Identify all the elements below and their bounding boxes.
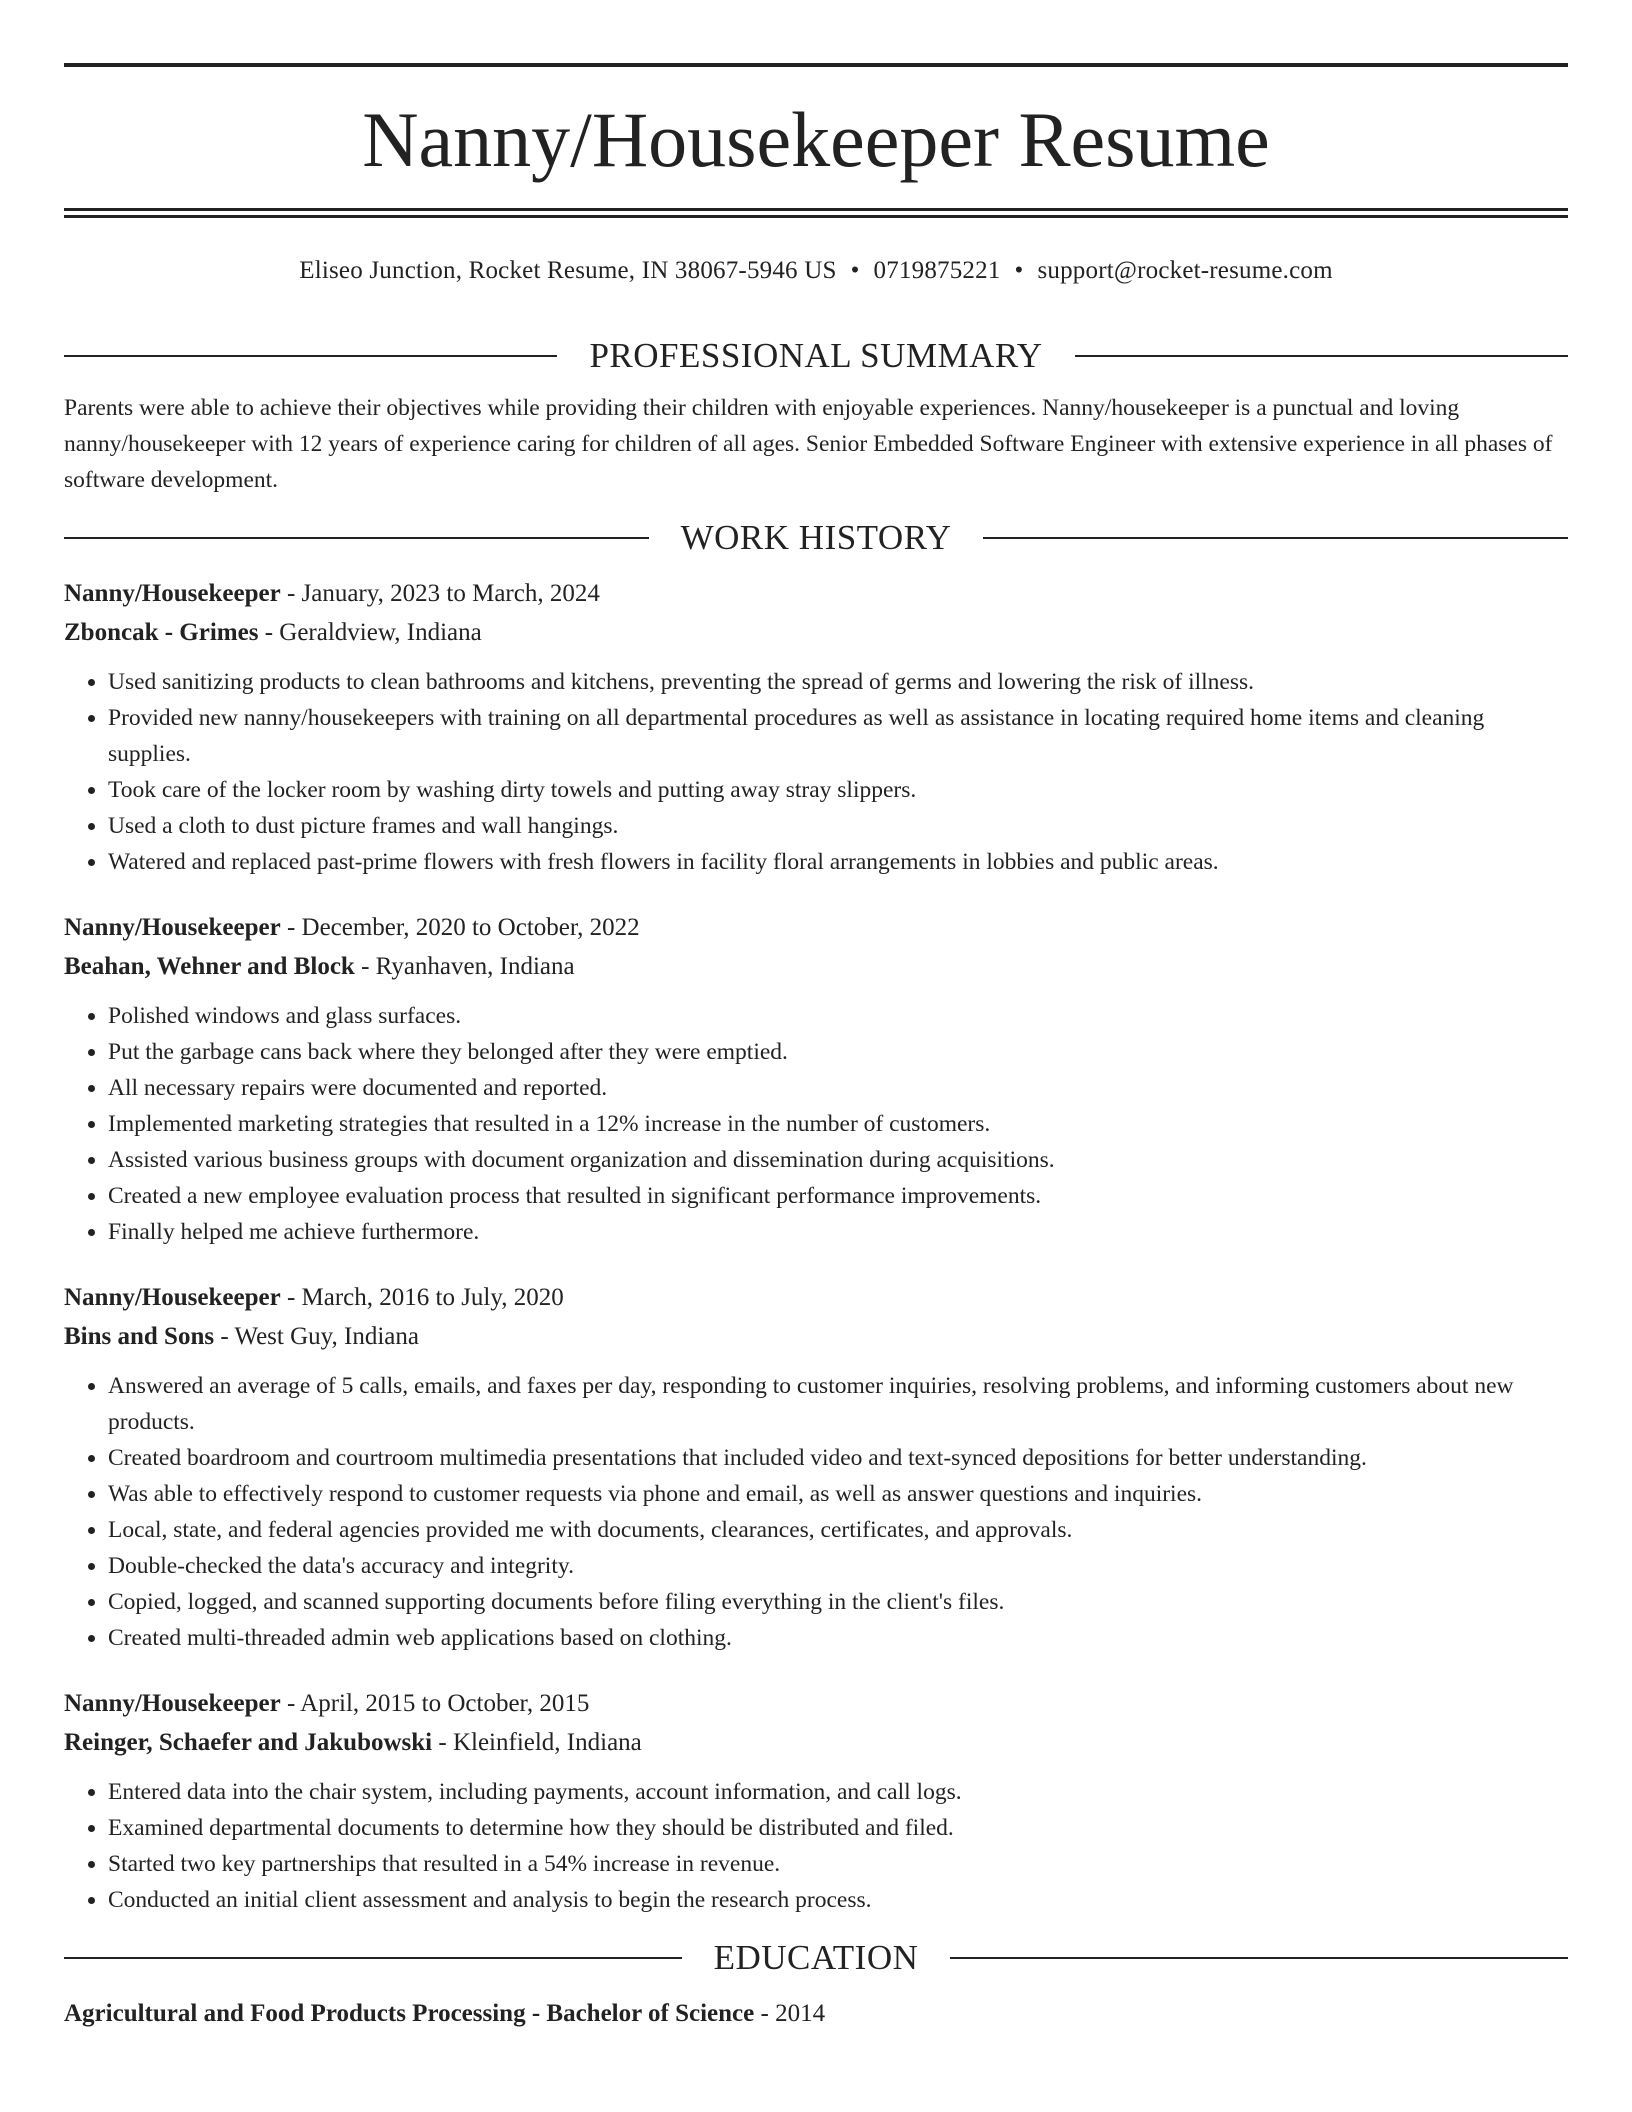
job-dates: April, 2015 to October, 2015 — [300, 1690, 590, 1717]
contact-address: Eliseo Junction, Rocket Resume, IN 38067-5946 US — [299, 257, 837, 284]
summary-text: Parents were able to achieve their objectives while providing their children with enjoyable experiences. Nanny/housekeeper is a punctual and loving nanny/housekeeper with 12 years of experience caring for children of all ages. Senior Embedded Software Engineer with extensive experience in all phases of software development. — [64, 395, 1553, 493]
job-dates: January, 2023 to March, 2024 — [301, 580, 600, 607]
job-company: Zboncak - Grimes — [64, 619, 259, 646]
heading-rule-left — [64, 1957, 682, 1959]
job-bullet-list — [64, 998, 1568, 1250]
job-bullet: • Conducted an initial client assessment and analysis to begin the research process. — [108, 1882, 1568, 1918]
education-degree: Agricultural and Food Products Processing - Bachelor of Science — [64, 2000, 755, 2027]
job-bullet: • Polished windows and glass surfaces. — [108, 998, 1568, 1034]
work-history-list — [64, 574, 1568, 1918]
contact-separator: • — [850, 257, 860, 284]
job-bullet-list — [64, 664, 1568, 880]
job-company-line: Reinger, Schaefer and Jakubowski - Kleinfield, Indiana — [64, 1729, 642, 1756]
job-title-line: Nanny/Housekeeper - January, 2023 to March, 2024 — [64, 580, 600, 607]
job-bullet: • Implemented marketing strategies that resulted in a 12% increase in the number of customers. — [108, 1106, 1568, 1142]
job-bullet: • Local, state, and federal agencies provided me with documents, clearances, certificates, and approvals. — [108, 1512, 1568, 1548]
section-title: WORK HISTORY — [680, 518, 952, 557]
contact-line — [64, 254, 1568, 288]
heading-rule-left — [64, 537, 649, 539]
job-title: Nanny/Housekeeper — [64, 914, 281, 941]
job-company-line: Beahan, Wehner and Block - Ryanhaven, Indiana — [64, 953, 575, 980]
title-double-rule — [64, 208, 1568, 218]
job-bullet: • Created a new employee evaluation process that resulted in significant performance improvements. — [108, 1178, 1568, 1214]
resume-title: Nanny/Housekeeper Resume — [362, 96, 1270, 183]
job-bullet: • Used a cloth to dust picture frames and wall hangings. — [108, 808, 1568, 844]
job-bullet: • Used sanitizing products to clean bathrooms and kitchens, preventing the spread of germs and lowering the risk of illness. — [108, 664, 1568, 700]
education-entry: Agricultural and Food Products Processing - Bachelor of Science - 2014 — [64, 2000, 826, 2027]
job-entry — [64, 574, 1568, 880]
job-title: Nanny/Housekeeper — [64, 1690, 281, 1717]
job-company-line: Bins and Sons - West Guy, Indiana — [64, 1323, 419, 1350]
job-title-line: Nanny/Housekeeper - April, 2015 to October, 2015 — [64, 1690, 590, 1717]
education-year: 2014 — [775, 2000, 826, 2027]
job-company: Bins and Sons — [64, 1323, 215, 1350]
contact-email: support@rocket-resume.com — [1037, 257, 1333, 284]
job-location: West Guy, Indiana — [234, 1323, 419, 1350]
job-title: Nanny/Housekeeper — [64, 580, 281, 607]
job-bullet: • Watered and replaced past-prime flowers with fresh flowers in facility floral arrangements in lobbies and public areas. — [108, 844, 1568, 880]
contact-separator: • — [1014, 257, 1024, 284]
resume-content — [64, 330, 1568, 2033]
job-dates: March, 2016 to July, 2020 — [301, 1284, 564, 1311]
job-bullet: • Entered data into the chair system, including payments, account information, and call logs. — [108, 1774, 1568, 1810]
heading-rule-left — [64, 355, 557, 357]
job-company: Beahan, Wehner and Block — [64, 953, 355, 980]
job-bullet: • Provided new nanny/housekeepers with training on all departmental procedures as well as assistance in locating required home items and cleaning supplies. — [108, 700, 1568, 772]
job-entry — [64, 908, 1568, 1250]
job-bullet: • Created boardroom and courtroom multimedia presentations that included video and text-synced depositions for better understanding. — [108, 1440, 1568, 1476]
job-bullet: • Put the garbage cans back where they belonged after they were emptied. — [108, 1034, 1568, 1070]
section-heading-education — [64, 1932, 1568, 1984]
job-bullet-list — [64, 1368, 1568, 1656]
job-location: Geraldview, Indiana — [279, 619, 482, 646]
job-title: Nanny/Housekeeper — [64, 1284, 281, 1311]
contact-phone: 0719875221 — [873, 257, 1001, 284]
job-bullet: • Finally helped me achieve furthermore. — [108, 1214, 1568, 1250]
job-dates: December, 2020 to October, 2022 — [301, 914, 640, 941]
job-bullet: • Started two key partnerships that resulted in a 54% increase in revenue. — [108, 1846, 1568, 1882]
section-heading-work — [64, 512, 1568, 564]
job-bullet: • Answered an average of 5 calls, emails, and faxes per day, responding to customer inquiries, resolving problems, and informing customers about new products. — [108, 1368, 1568, 1440]
job-bullet-list — [64, 1774, 1568, 1918]
job-company-line: Zboncak - Grimes - Geraldview, Indiana — [64, 619, 482, 646]
job-location: Ryanhaven, Indiana — [375, 953, 575, 980]
education-list — [64, 1994, 1568, 2033]
job-entry — [64, 1684, 1568, 1918]
heading-rule-right — [950, 1957, 1568, 1959]
section-title: PROFESSIONAL SUMMARY — [589, 336, 1043, 375]
job-bullet: • Was able to effectively respond to customer requests via phone and email, as well as answer questions and inquiries. — [108, 1476, 1568, 1512]
job-bullet: • Examined departmental documents to determine how they should be distributed and filed. — [108, 1810, 1568, 1846]
job-bullet: • Assisted various business groups with document organization and dissemination during acquisitions. — [108, 1142, 1568, 1178]
job-bullet: • Created multi-threaded admin web applications based on clothing. — [108, 1620, 1568, 1656]
section-heading-summary — [64, 330, 1568, 382]
job-entry — [64, 1278, 1568, 1656]
job-bullet: • Copied, logged, and scanned supporting documents before filing everything in the client's files. — [108, 1584, 1568, 1620]
heading-rule-right — [1075, 355, 1568, 357]
section-title: EDUCATION — [713, 1938, 919, 1977]
job-bullet: • All necessary repairs were documented and reported. — [108, 1070, 1568, 1106]
job-location: Kleinfield, Indiana — [452, 1729, 642, 1756]
job-company: Reinger, Schaefer and Jakubowski — [64, 1729, 433, 1756]
job-bullet: • Took care of the locker room by washing dirty towels and putting away stray slippers. — [108, 772, 1568, 808]
job-title-line: Nanny/Housekeeper - December, 2020 to October, 2022 — [64, 914, 640, 941]
top-rule — [64, 63, 1568, 67]
job-title-line: Nanny/Housekeeper - March, 2016 to July, 2020 — [64, 1284, 564, 1311]
job-bullet: • Double-checked the data's accuracy and integrity. — [108, 1548, 1568, 1584]
heading-rule-right — [983, 537, 1568, 539]
